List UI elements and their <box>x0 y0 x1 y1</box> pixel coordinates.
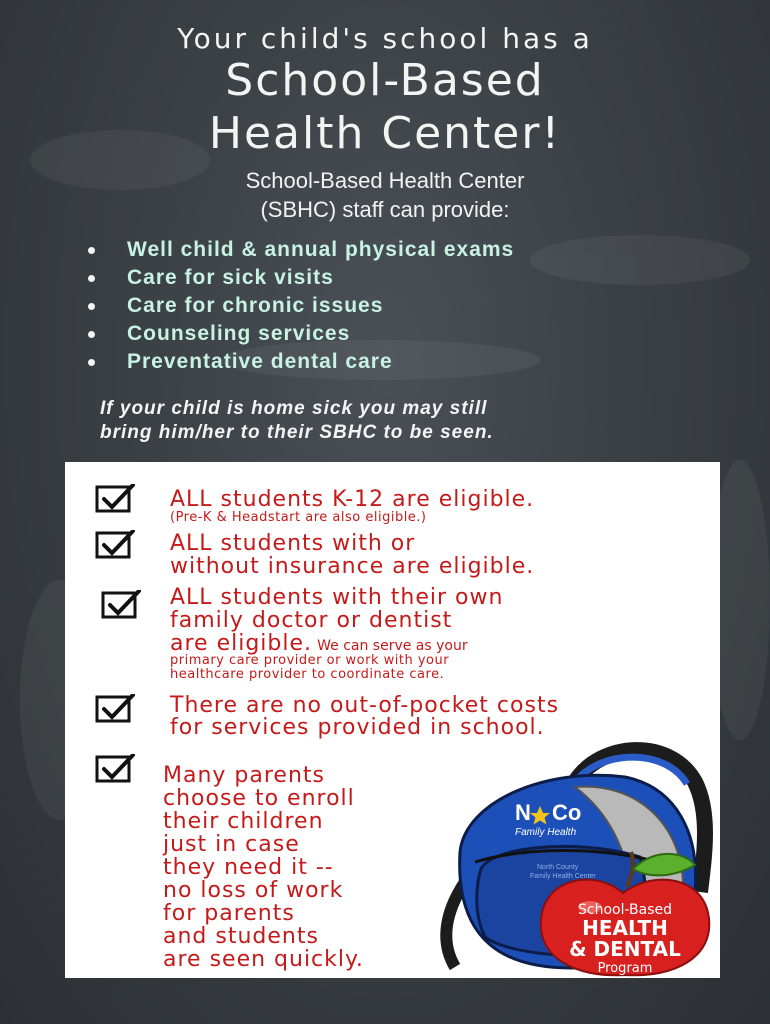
eligibility-item-3-line-3: are eligible. <box>170 631 313 656</box>
eligibility-item-3-line-1: ALL students with their own <box>170 585 504 610</box>
eligibility-item-1: ALL students K-12 are eligible. <box>170 487 535 512</box>
apple-logo-line-1: School-Based <box>577 902 673 918</box>
bullet-icon <box>88 359 95 366</box>
eligibility-item-2-line-1: ALL students with or <box>170 531 416 556</box>
eligibility-item-5-line: and students <box>163 924 319 949</box>
backpack-brand-co: Co <box>552 800 582 825</box>
apple-logo-line-4: Program <box>597 961 653 976</box>
eligibility-item-5 <box>163 764 364 971</box>
backpack-brand: N <box>515 800 531 825</box>
intro-line-2: (SBHC) staff can provide: <box>260 197 510 222</box>
header-title-line-2: Health Center! <box>208 108 562 159</box>
service-item: Counseling services <box>88 320 514 348</box>
eligibility-panel <box>65 462 720 978</box>
eligibility-item-4-line-2: for services provided in school. <box>170 715 545 740</box>
service-item: Care for sick visits <box>88 264 514 292</box>
eligibility-item-1-note: (Pre-K & Headstart are also eligible.) <box>170 510 427 525</box>
eligibility-item-4-line-1: There are no out-of-pocket costs <box>170 693 560 718</box>
eligibility-item-5-line: their children <box>163 809 324 834</box>
eligibility-item-5-line: Many parents <box>163 763 325 788</box>
bullet-icon <box>88 303 95 310</box>
eligibility-item-2-line-2: without insurance are eligible. <box>170 554 535 579</box>
eligibility-item-5-line: just in case <box>163 832 300 857</box>
intro-line-1: School-Based Health Center <box>245 168 525 193</box>
sick-note-line-2: bring him/her to their SBHC to be seen. <box>100 422 494 443</box>
eligibility-item-3-line-3-wrap <box>170 632 468 655</box>
checkbox-checked-icon <box>95 484 137 514</box>
eligibility-item-5-line: no loss of work <box>163 878 344 903</box>
eligibility-item-3-line-2: family doctor or dentist <box>170 608 453 633</box>
checkbox-checked-icon <box>95 694 137 724</box>
bullet-icon <box>88 247 95 254</box>
sick-note-line-1: If your child is home sick you may still <box>100 398 488 419</box>
eligibility-item-5-line: are seen quickly. <box>163 947 364 972</box>
eligibility-item-5-line: for parents <box>163 901 295 926</box>
header-line-1: Your child's school has a <box>177 22 593 55</box>
eligibility-item-5-line: they need it -- <box>163 855 334 880</box>
checkbox-checked-icon <box>101 590 143 620</box>
checkbox-checked-icon <box>95 530 137 560</box>
apple-logo-line-3: & DENTAL <box>569 937 681 961</box>
backpack-tag-1: North County <box>537 864 579 871</box>
bullet-icon <box>88 331 95 338</box>
service-item: Preventative dental care <box>88 348 514 376</box>
header-title-line-1: School-Based <box>225 55 545 106</box>
eligibility-item-3-note-1: We can serve as your <box>317 638 468 654</box>
eligibility-item-3-note-2: primary care provider or work with your <box>170 653 450 668</box>
checkbox-checked-icon <box>95 754 137 784</box>
eligibility-item-5-line: choose to enroll <box>163 786 355 811</box>
apple-logo <box>535 847 715 978</box>
bullet-icon <box>88 275 95 282</box>
eligibility-item-3-note-3: healthcare provider to coordinate care. <box>170 667 445 682</box>
service-item: Care for chronic issues <box>88 292 514 320</box>
backpack-brand-sub: Family Health <box>515 827 577 838</box>
services-list <box>88 236 514 376</box>
apple-logo-line-2: HEALTH <box>582 916 668 940</box>
backpack-tag-2: Family Health Center <box>530 873 596 880</box>
service-item: Well child & annual physical exams <box>88 236 514 264</box>
